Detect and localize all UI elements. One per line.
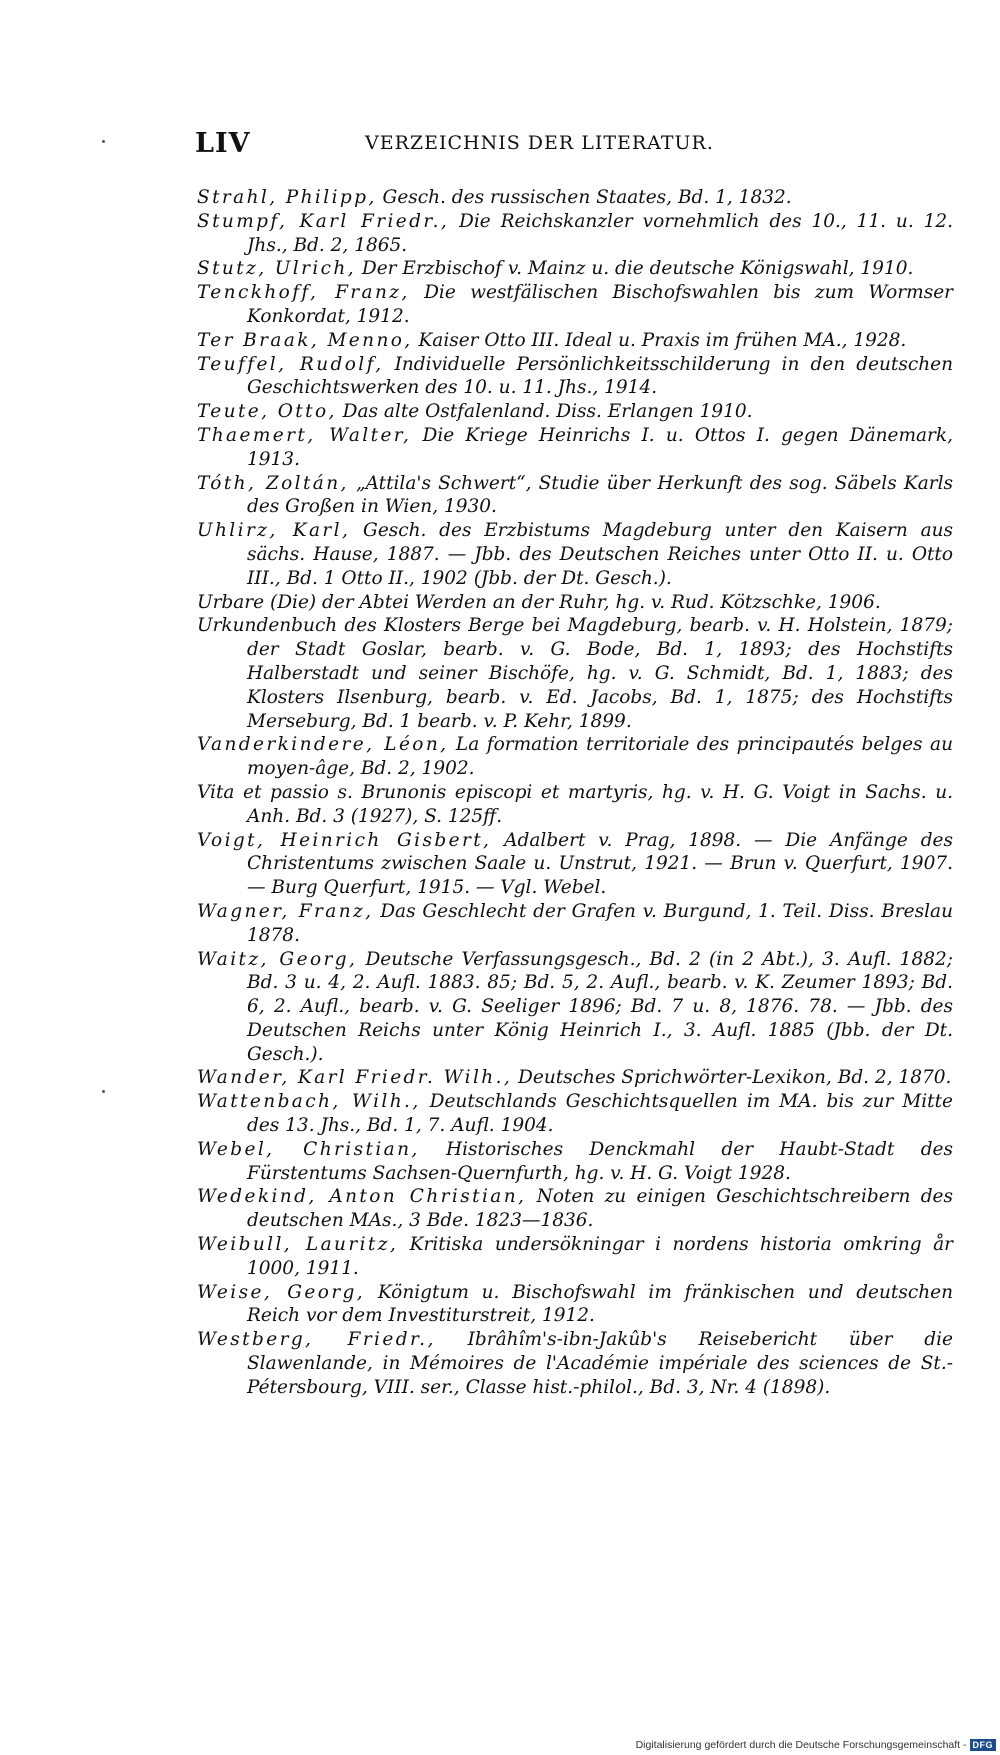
entry-author: Thaemert, Walter, bbox=[197, 424, 412, 446]
entry-author: Teuffel, Rudolf, bbox=[197, 353, 384, 375]
bibliography-entry bbox=[197, 1066, 953, 1090]
entry-author: Stumpf, Karl Friedr., bbox=[197, 210, 450, 232]
entry-text: Der Erzbischof v. Mainz u. die deutsche Königswahl, 1910. bbox=[356, 258, 914, 280]
entry-text: Deutsches Sprichwörter-Lexikon, Bd. 2, 1870. bbox=[512, 1067, 952, 1089]
entry-author: Wander, Karl Friedr. Wilh., bbox=[197, 1067, 513, 1089]
entry-author: Uhlirz, Karl, bbox=[197, 520, 351, 542]
entry-author: Waitz, Georg, bbox=[197, 948, 358, 970]
entry-text: Deutsche Verfassungsgesch., Bd. 2 (in 2 Abt.), 3. Aufl. 1882; Bd. 3 u. 4, 2. Aufl. 1883. 85; Bd. 5, 2. Aufl., bearb. v. K. Zeumer 1893; Bd. 6, 2. Aufl., bearb. v. G. Seeliger 1896; Bd. 7 u. 8, 1876. 78. — Jbb. des Deutschen Reichs unter König Heinrich I., 3. Aufl. 1885 (Jbb. der Dt. Gesch.). bbox=[247, 948, 953, 1065]
bibliography-entry bbox=[197, 781, 953, 829]
entry-text: Noten zu einigen Geschichtschreibern des deutschen MAs., 3 Bde. 1823—1836. bbox=[247, 1186, 954, 1232]
digitization-footer bbox=[636, 1739, 996, 1751]
bibliography-entry bbox=[197, 1138, 953, 1186]
entry-author: Ter Braak, Menno, bbox=[197, 329, 413, 351]
entry-author: Wattenbach, Wilh., bbox=[197, 1091, 421, 1113]
bibliography-entry bbox=[197, 900, 953, 948]
entry-text: Adalbert v. Prag, 1898. — Die Anfänge des Christentums zwischen Saale u. Unstrut, 1921. — Brun v. Querfurt, 1907. — Burg Querfurt, 1915. — Vgl. Webel. bbox=[247, 829, 953, 899]
bibliography-entry bbox=[197, 1281, 953, 1329]
entry-author: Teute, Otto, bbox=[197, 401, 337, 423]
entry-text: Gesch. des Erzbistums Magdeburg unter den Kaisern aus sächs. Hause, 1887. — Jbb. des Deutschen Reiches unter Otto II. u. Otto III., Bd. 1 Otto II., 1902 (Jbb. der Dt. Gesch.). bbox=[247, 520, 954, 589]
entry-text: Vita et passio s. Brunonis episcopi et martyris, hg. v. H. G. Voigt in Sachs. u. Anh. Bd. 3 (1927), S. 125ff. bbox=[197, 781, 953, 827]
bibliography-entry bbox=[197, 281, 953, 329]
bibliography-entry bbox=[197, 329, 953, 353]
entry-text: Die Kriege Heinrichs I. u. Ottos I. gegen Dänemark, 1913. bbox=[247, 424, 953, 470]
entry-text: Gesch. des russischen Staates, Bd. 1, 1832. bbox=[376, 187, 792, 208]
entry-text: Die westfälischen Bischofswahlen bis zum Wormser Konkordat, 1912. bbox=[247, 282, 953, 327]
bibliography-entry bbox=[197, 1185, 953, 1233]
entry-text: Urbare (Die) der Abtei Werden an der Ruhr, hg. v. Rud. Kötzschke, 1906. bbox=[197, 591, 881, 613]
scan-speck bbox=[102, 140, 105, 143]
entry-text: Historisches Denckmahl der Haubt-Stadt des Fürstentums Sachsen-Quernfurth, hg. v. H. G. Voigt 1928. bbox=[247, 1138, 953, 1184]
entry-author: Tenckhoff, Franz, bbox=[197, 282, 410, 304]
entry-author: Westberg, Friedr., bbox=[197, 1329, 436, 1351]
bibliography-entry bbox=[197, 591, 953, 615]
bibliography-entry bbox=[197, 472, 953, 520]
running-title: VERZEICHNIS DER LITERATUR. bbox=[365, 132, 714, 154]
bibliography-entry bbox=[197, 829, 953, 900]
entry-text: Kaiser Otto III. Ideal u. Praxis im frühen MA., 1928. bbox=[412, 329, 907, 351]
bibliography-list bbox=[197, 186, 953, 1400]
bibliography-entry bbox=[197, 1233, 953, 1281]
bibliography-entry bbox=[197, 614, 953, 733]
bibliography-entry bbox=[197, 519, 953, 590]
bibliography-entry bbox=[197, 400, 953, 424]
entry-text: La formation territoriale des principautés belges au moyen-âge, Bd. 2, 1902. bbox=[247, 734, 953, 780]
entry-text: Urkundenbuch des Klosters Berge bei Magdeburg, bearb. v. H. Holstein, 1879; der Stadt Goslar, bearb. v. G. Bode, Bd. 1, 1893; des Hochstifts Halberstadt und seiner Bischöfe, hg. v. G. Schmidt, Bd. 1, 1883; des Klosters Ilsenburg, bearb. v. Ed. Jacobs, Bd. 1, 1875; des Hochstifts Merseburg, Bd. 1 bearb. v. P. Kehr, 1899. bbox=[197, 615, 953, 732]
entry-text: „Attila's Schwert“, Studie über Herkunft des sog. Säbels Karls des Großen in Wien, 1930. bbox=[247, 472, 953, 518]
bibliography-entry bbox=[197, 1328, 953, 1399]
bibliography-entry bbox=[197, 1090, 953, 1138]
scan-speck bbox=[102, 1090, 105, 1093]
entry-author: Vanderkindere, Léon, bbox=[197, 734, 449, 756]
entry-author: Strahl, Philipp, bbox=[197, 187, 377, 208]
bibliography-entry bbox=[197, 210, 953, 258]
dfg-logo: DFG bbox=[970, 1739, 997, 1751]
entry-text: Das Geschlecht der Grafen v. Burgund, 1. Teil. Diss. Breslau 1878. bbox=[247, 900, 953, 946]
entry-text: Königtum u. Bischofswahl im fränkischen und deutschen Reich vor dem Investiturstreit, 1912. bbox=[247, 1281, 953, 1327]
entry-text: Deutschlands Geschichtsquellen im MA. bis zur Mitte des 13. Jhs., Bd. 1, 7. Aufl. 1904. bbox=[247, 1091, 953, 1137]
bibliography-entry bbox=[197, 733, 953, 781]
entry-text: Kritiska undersökningar i nordens historia omkring år 1000, 1911. bbox=[247, 1234, 953, 1279]
footer-text: Digitalisierung gefördert durch die Deutsche Forschungsgemeinschaft - bbox=[635, 1739, 967, 1751]
entry-author: Voigt, Heinrich Gisbert, bbox=[197, 829, 492, 851]
bibliography-entry bbox=[197, 424, 953, 472]
bibliography-entry bbox=[197, 257, 953, 281]
bibliography-entry bbox=[197, 353, 953, 401]
entry-text: Individuelle Persönlichkeitsschilderung in den deutschen Geschichtswerken des 10. u. 11. Jhs., 1914. bbox=[247, 353, 954, 399]
page-number: LIV bbox=[195, 128, 251, 159]
entry-text: Ibrâhîm's-ibn-Jakûb's Reisebericht über die Slawenlande, in Mémoires de l'Académie impériale des sciences de St.-Pétersbourg, VIII. ser., Classe hist.-philol., Bd. 3, Nr. 4 (1898). bbox=[247, 1329, 953, 1398]
bibliography-entry bbox=[197, 186, 953, 210]
bibliography-entry bbox=[197, 948, 953, 1067]
entry-text: Das alte Ostfalenland. Diss. Erlangen 1910. bbox=[336, 401, 753, 423]
entry-author: Weibull, Lauritz, bbox=[197, 1234, 399, 1256]
entry-author: Tóth, Zoltán, bbox=[197, 472, 349, 494]
page-header bbox=[195, 128, 955, 168]
entry-author: Webel, Christian, bbox=[197, 1138, 420, 1160]
entry-author: Weise, Georg, bbox=[197, 1281, 366, 1303]
entry-text: Die Reichskanzler vornehmlich des 10., 11. u. 12. Jhs., Bd. 2, 1865. bbox=[247, 210, 953, 256]
entry-author: Wagner, Franz, bbox=[197, 900, 374, 922]
entry-author: Stutz, Ulrich, bbox=[197, 258, 356, 280]
entry-author: Wedekind, Anton Christian, bbox=[197, 1186, 527, 1208]
